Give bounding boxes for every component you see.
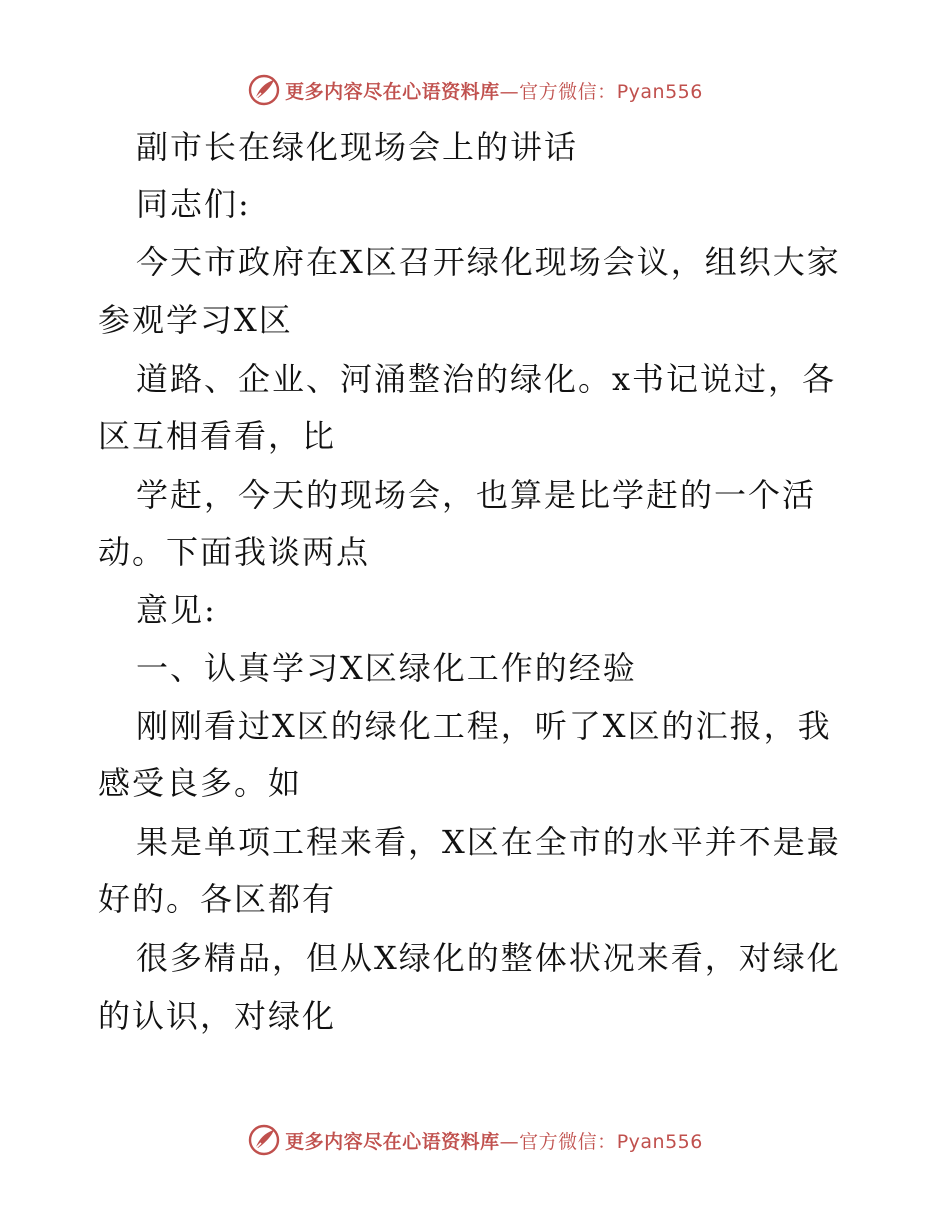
paragraph-line: 今天市政府在X区召开绿化现场会议，组织大家 xyxy=(136,243,841,281)
paragraph-line: 道路、企业、河涌整治的绿化。x书记说过，各 xyxy=(136,360,837,398)
paragraph-line: 学赶，今天的现场会，也算是比学赶的一个活 xyxy=(136,476,817,514)
footer-banner xyxy=(0,1120,950,1160)
paragraph-line: 刚刚看过X区的绿化工程，听了X区的汇报，我 xyxy=(136,707,832,745)
salutation: 同志们: xyxy=(136,185,251,223)
pen-leaf-logo-icon xyxy=(247,73,281,107)
banner-text xyxy=(285,77,703,104)
banner-official-label: 官方微信： xyxy=(519,1130,617,1153)
paragraph-line: 很多精品，但从X绿化的整体状况来看，对绿化 xyxy=(136,939,841,977)
section-heading: 一、认真学习X区绿化工作的经验 xyxy=(136,649,637,687)
banner-text xyxy=(285,1127,703,1154)
banner-separator: — xyxy=(499,1130,520,1153)
banner-brand: 更多内容尽在心语资料库 xyxy=(285,80,500,103)
paragraph-line: 的认识，对绿化 xyxy=(98,997,337,1035)
banner-brand: 更多内容尽在心语资料库 xyxy=(285,1130,500,1153)
banner-wechat-id: Pyan556 xyxy=(616,1130,703,1153)
paragraph-line: 动。下面我谈两点 xyxy=(98,533,371,571)
document-title: 副市长在绿化现场会上的讲话 xyxy=(136,128,579,166)
banner-wechat-id: Pyan556 xyxy=(616,80,703,103)
paragraph-line: 参观学习X区 xyxy=(98,301,293,339)
banner-separator: — xyxy=(499,80,520,103)
banner-official-label: 官方微信： xyxy=(519,80,617,103)
paragraph-line: 好的。各区都有 xyxy=(98,880,337,918)
paragraph-line: 区互相看看，比 xyxy=(98,417,337,455)
paragraph-line: 果是单项工程来看，X区在全市的水平并不是最 xyxy=(136,823,841,861)
header-banner xyxy=(0,70,950,110)
paragraph-line: 感受良多。如 xyxy=(98,764,303,802)
pen-leaf-logo-icon xyxy=(247,1123,281,1157)
paragraph-line: 意见: xyxy=(136,591,217,629)
